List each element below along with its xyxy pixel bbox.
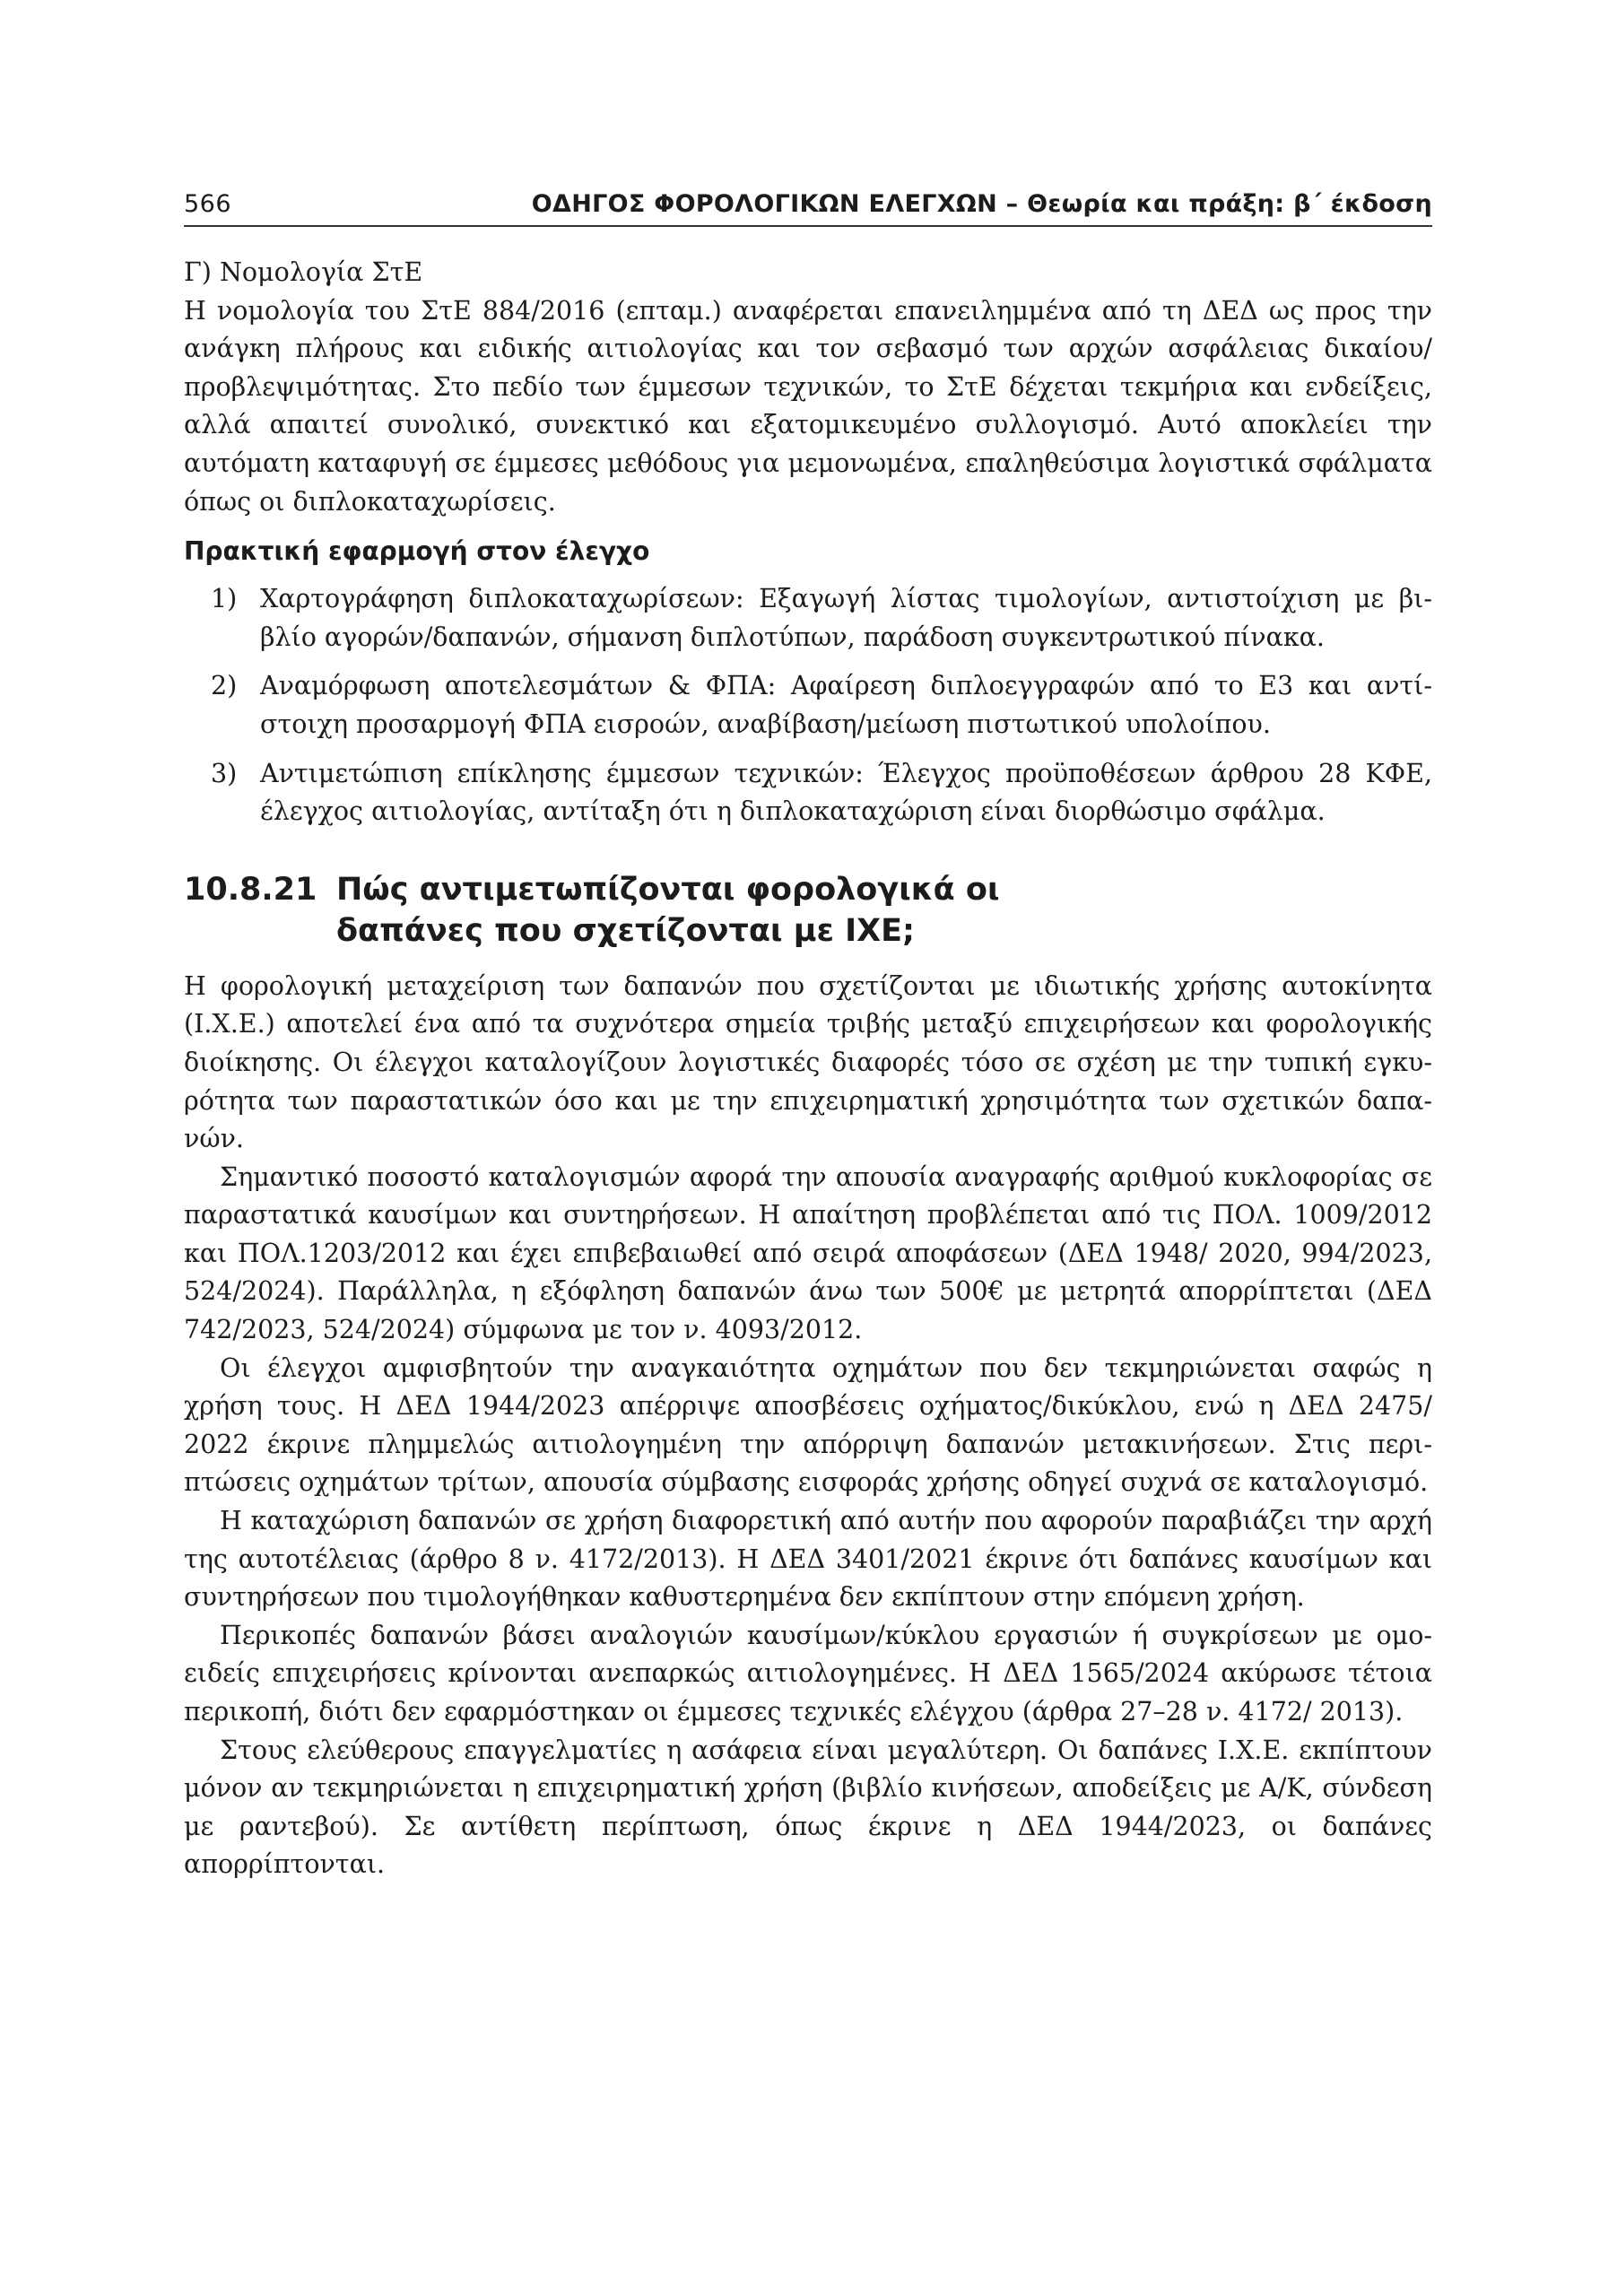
practical-heading: Πρακτική εφαρμογή στον έλεγχο: [184, 536, 650, 567]
paragraph: Σημαντικό ποσοστό καταλογισμών αφορά την απουσία αναγραφής αριθμού κυκλοφορίας σε παραστατικά καυσίμων και συντηρήσεων. Η απαίτηση προβλέπεται από τις ΠΟΛ. 1009/2012 και ΠΟΛ.1203/2012 και έχει επιβεβαιωθεί από σειρά αποφάσεων (ΔΕΔ 1948/ 2020, 994/2023, 524/2024). Παράλληλα, η εξόφληση δαπανών άνω των 500€ με μετρητά απορρίπτεται (ΔΕΔ 742/2023, 524/2024) σύμφωνα με τον ν. 4093/2012.: [184, 1161, 1432, 1345]
running-title: ΟΔΗΓΟΣ ΦΟΡΟΛΟΓΙΚΩΝ ΕΛΕΓΧΩΝ – Θεωρία και πράξη: β΄ έκδοση: [531, 190, 1432, 218]
case-law-paragraph: Η νομολογία του ΣτΕ 884/2016 (επταμ.) αναφέρεται επανειλημμένα από τη ΔΕΔ ως προς την ανάγκη πλήρους και ειδικής αιτιολογίας και τον σεβασμό των αρχών ασφάλειας δικαίου/προβλεψιμότητας. Στο πεδίο των έμμεσων τεχνικών, το ΣτΕ δέχεται τεκμήρια και ενδείξεις, αλλά απαιτεί συνολικό, συνεκτικό και εξατομικευμένο συλλογισμό. Αυτό αποκλείει την αυτόματη καταφυγή σε έμμεσες μεθόδους για μεμονωμένα, επαληθεύσιμα λογιστικά σφάλματα όπως οι διπλοκαταχωρίσεις.: [184, 295, 1432, 517]
list-item: [184, 667, 1432, 744]
list-marker: 3): [211, 758, 238, 788]
book-page: [184, 190, 1432, 1884]
running-header: [184, 190, 1432, 227]
practical-steps-list: [184, 580, 1432, 831]
paragraph: Η καταχώριση δαπανών σε χρήση διαφορετική από αυτήν που αφορούν παραβιάζει την αρχή της αυτοτέλειας (άρθρο 8 ν. 4172/2013). Η ΔΕΔ 3401/2021 έκρινε ότι δαπάνες καυσίμων και συντηρήσεων που τιμολογήθηκαν καθυστερημένα δεν εκπίπτουν στην επόμενη χρήση.: [184, 1506, 1432, 1613]
paragraph: Στους ελεύθερους επαγγελματίες η ασάφεια είναι μεγαλύτερη. Οι δαπάνες Ι.Χ.Ε. εκπίπτουν μόνον αν τεκμηριώνεται η επιχειρηματική χρήση (βιβλίο κινήσεων, αποδείξεις με Α/Κ, σύνδεση με ραντεβού). Σε αντίθετη περίπτωση, όπως έκρινε η ΔΕΔ 1944/2023, οι δαπάνες απορρίπτονται.: [184, 1735, 1432, 1880]
paragraph: Περικοπές δαπανών βάσει αναλογιών καυσίμων/κύκλου εργασιών ή συγκρίσεων με ομοειδείς επιχειρήσεις κρίνονται ανεπαρκώς αιτιολογημένες. Η ΔΕΔ 1565/2024 ακύρωσε τέτοια περικοπή, διότι δεν εφαρμόστηκαν οι έμμεσες τεχνικές ελέγχου (άρθρα 27–28 ν. 4172/ 2013).: [184, 1620, 1432, 1726]
list-item-text: Αντιμετώπιση επίκλησης έμμεσων τεχνικών: Έλεγχος προϋποθέσεων άρθρου 28 ΚΦΕ, έλεγχος αιτιολογίας, αντίταξη ότι η διπλοκαταχώριση είναι διορθώσιμο σφάλμα.: [260, 758, 1432, 827]
case-law-heading: Γ) Νομολογία ΣτΕ: [184, 257, 423, 287]
section-heading: [184, 869, 1432, 952]
list-marker: 1): [211, 584, 238, 614]
paragraph: Η φορολογική μεταχείριση των δαπανών που σχετίζονται με ιδιωτικής χρήσης αυτοκίνητα (Ι.Χ.Ε.) αποτελεί ένα από τα συχνότερα σημεία τριβής μεταξύ επιχειρήσεων και φορολογικής διοίκησης. Οι έλεγχοι καταλογίζουν λογιστικές διαφορές τόσο σε σχέση με την τυπική εγκυρότητα των παραστατικών όσο και με την επιχειρηματική χρησιμότητα των σχετικών δαπανών.: [184, 970, 1432, 1154]
list-item: [184, 755, 1432, 831]
section-title: Πώς αντιμετωπίζονται φορολογικά οι δαπάνες που σχετίζονται με ΙΧΕ;: [336, 871, 1000, 949]
paragraph: Οι έλεγχοι αμφισβητούν την αναγκαιότητα οχημάτων που δεν τεκμηριώνεται σαφώς η χρήση τους. Η ΔΕΔ 1944/2023 απέρριψε αποσβέσεις οχήματος/δικύκλου, ενώ η ΔΕΔ 2475/ 2022 έκρινε πλημμελώς αιτιολογημένη την απόρριψη δαπανών μετακινήσεων. Στις περιπτώσεις οχημάτων τρίτων, απουσία σύμβασης εισφοράς χρήσης οδηγεί συχνά σε καταλογισμό.: [184, 1352, 1432, 1498]
list-item-text: Χαρτογράφηση διπλοκαταχωρίσεων: Εξαγωγή λίστας τιμολογίων, αντιστοίχιση με βιβλίο αγορών/δαπανών, σήμανση διπλοτύπων, παράδοση συγκεντρωτικού πίνακα.: [260, 584, 1432, 652]
case-law-block: [184, 254, 1432, 521]
list-item: [184, 580, 1432, 657]
list-marker: 2): [211, 671, 238, 701]
list-item-text: Αναμόρφωση αποτελεσμάτων & ΦΠΑ: Αφαίρεση διπλοεγγραφών από το Ε3 και αντίστοιχη προσαρμογή ΦΠΑ εισροών, αναβίβαση/μείωση πιστωτικού υπολοίπου.: [260, 671, 1432, 739]
section-body: [184, 968, 1432, 1884]
page-number: 566: [184, 190, 232, 218]
section-number: 10.8.21: [184, 871, 317, 908]
